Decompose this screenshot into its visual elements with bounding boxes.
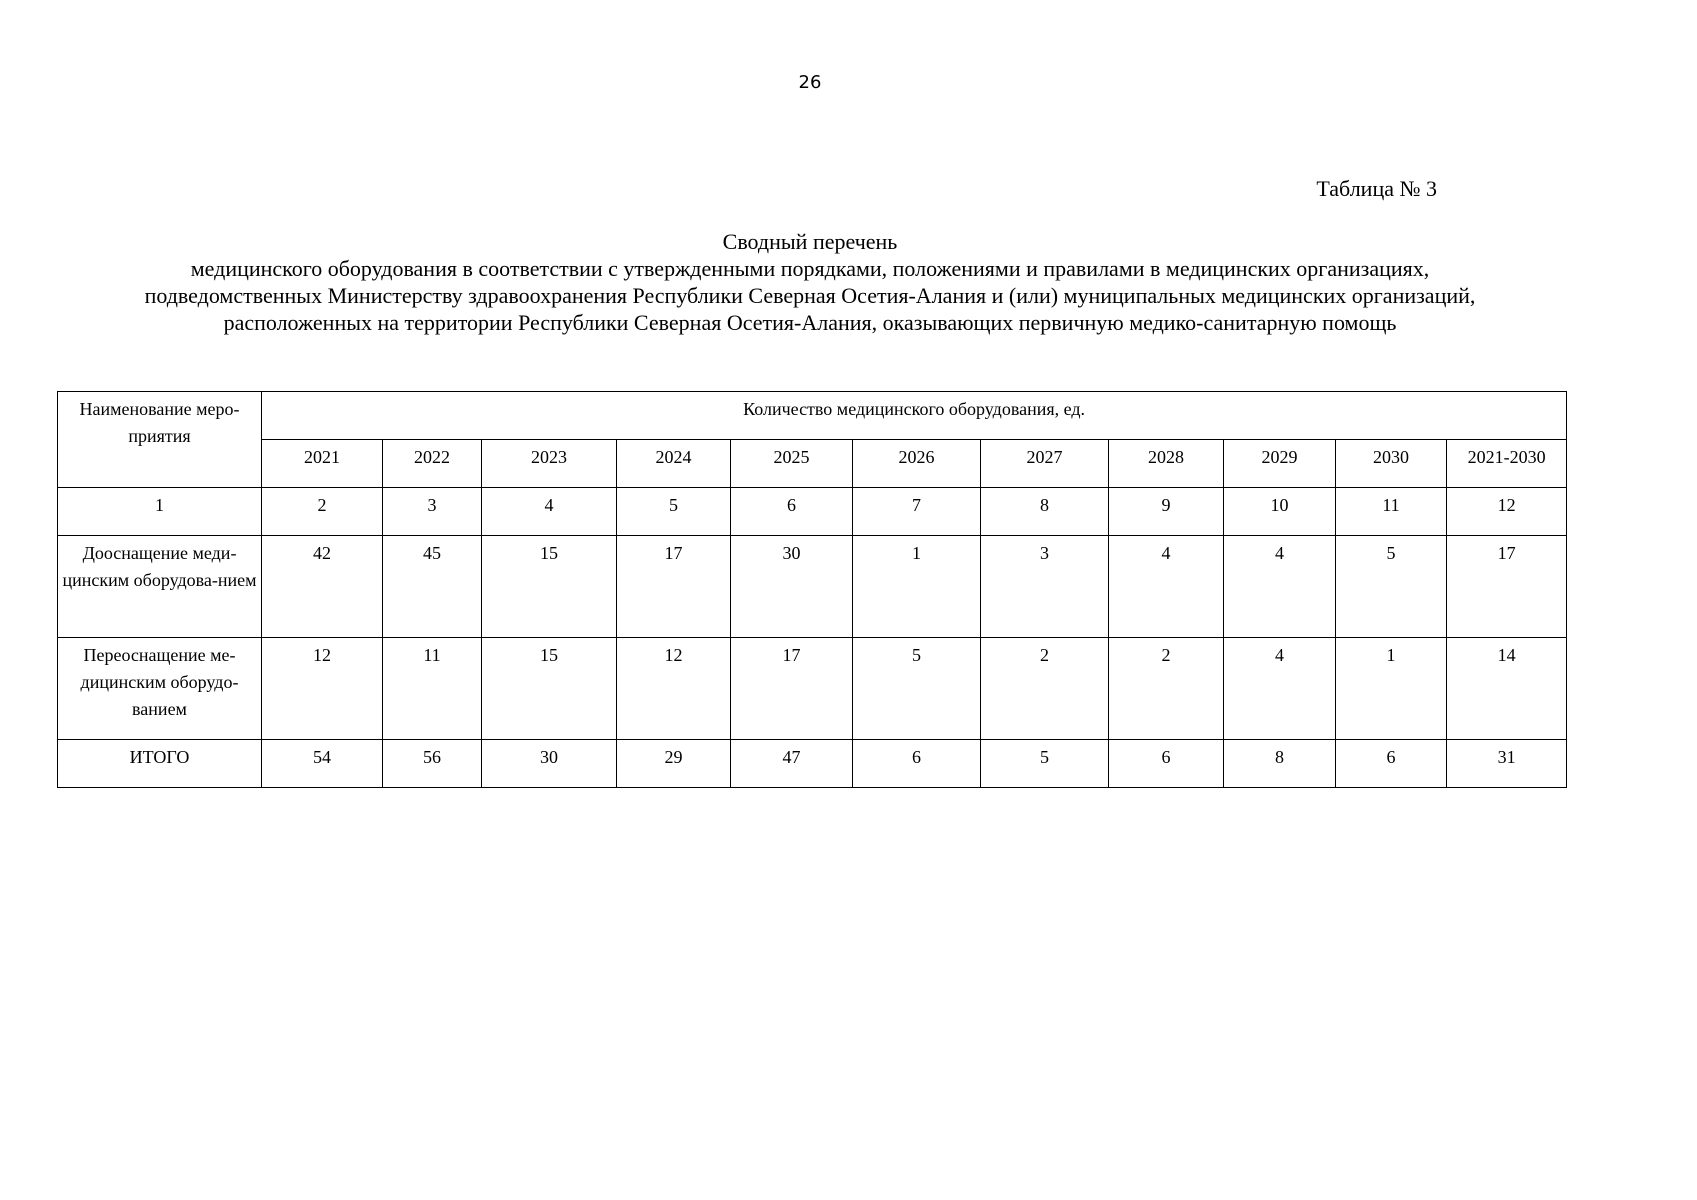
equipment-table bbox=[57, 391, 1567, 788]
year-cell: 2029 bbox=[1224, 440, 1336, 488]
value-cell: 30 bbox=[731, 536, 853, 638]
value-cell: 4 bbox=[1109, 536, 1224, 638]
column-number-cell: 10 bbox=[1224, 488, 1336, 536]
value-cell: 12 bbox=[262, 638, 383, 740]
value-cell: 5 bbox=[853, 638, 981, 740]
value-cell: 5 bbox=[1336, 536, 1447, 638]
column-number-cell: 7 bbox=[853, 488, 981, 536]
value-cell: 42 bbox=[262, 536, 383, 638]
year-cell: 2030 bbox=[1336, 440, 1447, 488]
value-cell: 6 bbox=[1109, 740, 1224, 788]
row-name-cell: Дооснащение меди-цинским оборудова-нием bbox=[58, 536, 262, 638]
column-number-cell: 2 bbox=[262, 488, 383, 536]
column-number-cell: 4 bbox=[482, 488, 617, 536]
year-cell: 2024 bbox=[617, 440, 731, 488]
column-number-cell: 6 bbox=[731, 488, 853, 536]
header-quantity-cell: Количество медицинского оборудования, ед. bbox=[262, 392, 1567, 440]
value-cell: 14 bbox=[1447, 638, 1567, 740]
value-cell: 30 bbox=[482, 740, 617, 788]
value-cell: 5 bbox=[981, 740, 1109, 788]
table-label: Таблица № 3 bbox=[1316, 176, 1437, 201]
value-cell: 2 bbox=[1109, 638, 1224, 740]
row-name-cell: Переоснащение ме-дицинским оборудо-ванием bbox=[58, 638, 262, 740]
value-cell: 12 bbox=[617, 638, 731, 740]
value-cell: 31 bbox=[1447, 740, 1567, 788]
year-cell: 2021 bbox=[262, 440, 383, 488]
year-cell: 2023 bbox=[482, 440, 617, 488]
value-cell: 15 bbox=[482, 638, 617, 740]
row-name-cell: ИТОГО bbox=[58, 740, 262, 788]
table-header-row bbox=[58, 392, 1567, 440]
column-number-cell: 8 bbox=[981, 488, 1109, 536]
year-cell: 2021-2030 bbox=[1447, 440, 1567, 488]
value-cell: 47 bbox=[731, 740, 853, 788]
column-number-cell: 9 bbox=[1109, 488, 1224, 536]
value-cell: 4 bbox=[1224, 536, 1336, 638]
column-number-cell: 12 bbox=[1447, 488, 1567, 536]
table-row bbox=[58, 536, 1567, 638]
table-row bbox=[58, 638, 1567, 740]
table-row-total bbox=[58, 740, 1567, 788]
year-cell: 2027 bbox=[981, 440, 1109, 488]
value-cell: 1 bbox=[1336, 638, 1447, 740]
year-cell: 2025 bbox=[731, 440, 853, 488]
value-cell: 6 bbox=[1336, 740, 1447, 788]
column-number-cell: 5 bbox=[617, 488, 731, 536]
value-cell: 54 bbox=[262, 740, 383, 788]
year-cell: 2026 bbox=[853, 440, 981, 488]
value-cell: 8 bbox=[1224, 740, 1336, 788]
value-cell: 11 bbox=[383, 638, 482, 740]
column-number-cell: 11 bbox=[1336, 488, 1447, 536]
title-line-2: медицинского оборудования в соответствии с утвержденными порядками, положениями и правилами в медицинских организациях, bbox=[190, 256, 1430, 281]
page-number: 26 bbox=[798, 72, 822, 93]
value-cell: 17 bbox=[1447, 536, 1567, 638]
title-line-1: Сводный перечень bbox=[722, 229, 898, 254]
value-cell: 2 bbox=[981, 638, 1109, 740]
year-cell: 2028 bbox=[1109, 440, 1224, 488]
value-cell: 17 bbox=[617, 536, 731, 638]
title-line-4: расположенных на территории Республики Северная Осетия-Алания, оказывающих первичную медико-санитарную помощь bbox=[223, 310, 1397, 335]
column-number-row bbox=[58, 488, 1567, 536]
column-number-cell: 3 bbox=[383, 488, 482, 536]
value-cell: 4 bbox=[1224, 638, 1336, 740]
value-cell: 1 bbox=[853, 536, 981, 638]
title-line-3: подведомственных Министерству здравоохранения Республики Северная Осетия-Алания и (или) муниципальных медицинских организаций, bbox=[144, 283, 1476, 308]
year-cell: 2022 bbox=[383, 440, 482, 488]
value-cell: 29 bbox=[617, 740, 731, 788]
value-cell: 3 bbox=[981, 536, 1109, 638]
table-title bbox=[40, 228, 1580, 336]
value-cell: 56 bbox=[383, 740, 482, 788]
value-cell: 6 bbox=[853, 740, 981, 788]
column-number-cell: 1 bbox=[58, 488, 262, 536]
value-cell: 45 bbox=[383, 536, 482, 638]
header-name-cell: Наименование меро-приятия bbox=[58, 392, 262, 488]
value-cell: 17 bbox=[731, 638, 853, 740]
table-years-row bbox=[58, 440, 1567, 488]
value-cell: 15 bbox=[482, 536, 617, 638]
